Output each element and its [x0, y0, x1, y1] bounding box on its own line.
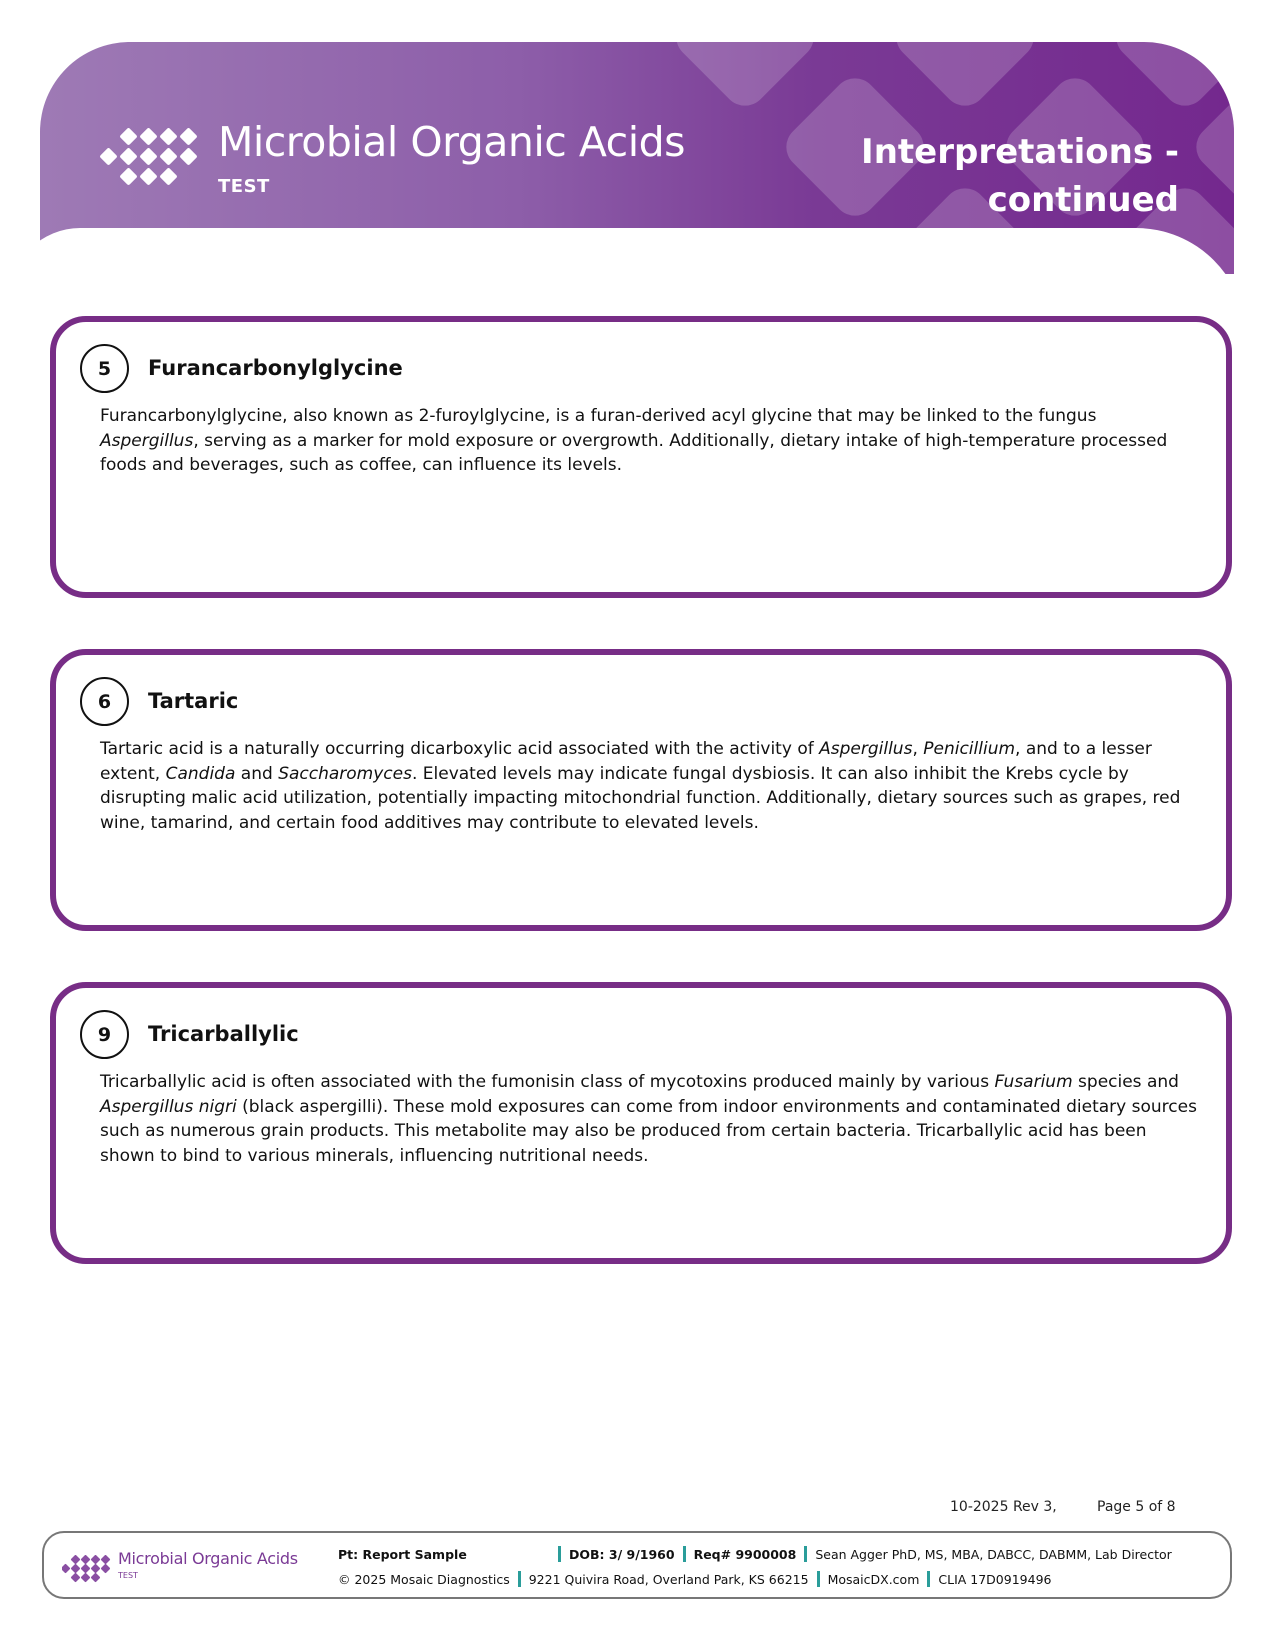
body-text: , serving as a marker for mold exposure or overgrowth. Additionally, dietary intake of high-temperature processed foods and beverages, such as coffee, can influence its levels. [100, 430, 1168, 475]
body-text-italic: Aspergillus [100, 430, 194, 451]
separator [804, 1546, 807, 1562]
body-text: Furancarbonylglycine, also known as 2-furoylglycine, is a furan-derived acyl glycine that may be linked to the fungus [100, 406, 1097, 426]
website-link[interactable]: MosaicDX.com [827, 1571, 920, 1587]
separator [817, 1571, 820, 1587]
interpretation-card [50, 649, 1232, 931]
body-text: species and [1072, 1072, 1179, 1092]
page-title-line1: Interpretations - [861, 132, 1179, 172]
dob: DOB: 3/ 9/1960 [569, 1546, 675, 1562]
interpretation-card [50, 982, 1232, 1264]
section-number-badge: 9 [80, 1010, 129, 1059]
brand-logo-icon [100, 128, 210, 198]
clia-number: CLIA 17D0919496 [938, 1571, 1052, 1587]
copyright: © 2025 Mosaic Diagnostics [338, 1571, 510, 1587]
section-title: Furancarbonylglycine [148, 356, 403, 380]
brand-subtitle: TEST [218, 176, 270, 197]
separator [518, 1571, 521, 1587]
section-body [100, 1070, 1200, 1168]
body-text-italic: Candida [165, 763, 236, 784]
body-text-italic: Fusarium [994, 1072, 1073, 1092]
page-title [779, 128, 1179, 224]
banner-bottom-curve [40, 228, 1234, 274]
body-text: , and to a lesser extent, [100, 739, 1152, 784]
separator [927, 1571, 930, 1587]
section-title: Tricarballylic [148, 1022, 299, 1046]
separator [683, 1546, 686, 1562]
body-text: Tricarballylic acid is often associated with the fumonisin class of mycotoxins produced mainly by various [100, 1072, 995, 1092]
body-text: Tartaric acid is a naturally occurring dicarboxylic acid associated with the activity of [100, 739, 820, 759]
section-title: Tartaric [148, 689, 239, 713]
patient-name: Pt: Report Sample [338, 1546, 467, 1562]
body-text: . Elevated levels may indicate fungal dysbiosis. It can also inhibit the Krebs cycle by disrupting malic acid utilization, potentially impacting mitochondrial function. Additionally, dietary sources such as grapes, red wine, tamarind, and certain food additives may contribute to elevated levels. [100, 763, 1181, 833]
revision-label: 10-2025 Rev 3, [950, 1499, 1057, 1515]
body-text-italic: Saccharomyces [278, 763, 412, 784]
address: 9221 Quivira Road, Overland Park, KS 66215 [528, 1571, 809, 1587]
section-body [100, 404, 1200, 478]
requisition-number: Req# 9900008 [693, 1546, 797, 1562]
body-text: , [912, 739, 924, 759]
footer-line-1 [338, 1546, 1172, 1562]
brand-title: Microbial Organic Acids [218, 118, 685, 166]
body-text-italic: Aspergillus [819, 739, 913, 759]
body-text-italic: Aspergillus nigri [100, 1096, 237, 1117]
body-text-italic: Penicillium [923, 739, 1016, 759]
footer-logo-icon [62, 1555, 114, 1583]
section-body [100, 737, 1200, 835]
footer-brand-subtitle: TEST [118, 1571, 138, 1580]
footer-bar [42, 1531, 1232, 1599]
interpretation-card [50, 316, 1232, 598]
body-text: (black aspergilli). These mold exposures can come from indoor environments and contaminated dietary sources such as numerous grain products. This metabolite may also be produced from certain bacteria. Tricarballylic acid has been shown to bind to various minerals, influencing nutritional needs. [100, 1096, 1197, 1166]
page-title-line2: continued [987, 180, 1179, 220]
separator [558, 1546, 561, 1562]
footer-brand-title: Microbial Organic Acids [118, 1549, 298, 1568]
body-text: and [235, 763, 279, 784]
lab-director: Sean Agger PhD, MS, MBA, DABCC, DABMM, Lab Director [815, 1546, 1172, 1562]
footer-line-2 [338, 1571, 1051, 1587]
section-number-badge: 5 [80, 344, 129, 393]
page-number: Page 5 of 8 [1097, 1499, 1176, 1515]
section-number-badge: 6 [80, 677, 129, 726]
